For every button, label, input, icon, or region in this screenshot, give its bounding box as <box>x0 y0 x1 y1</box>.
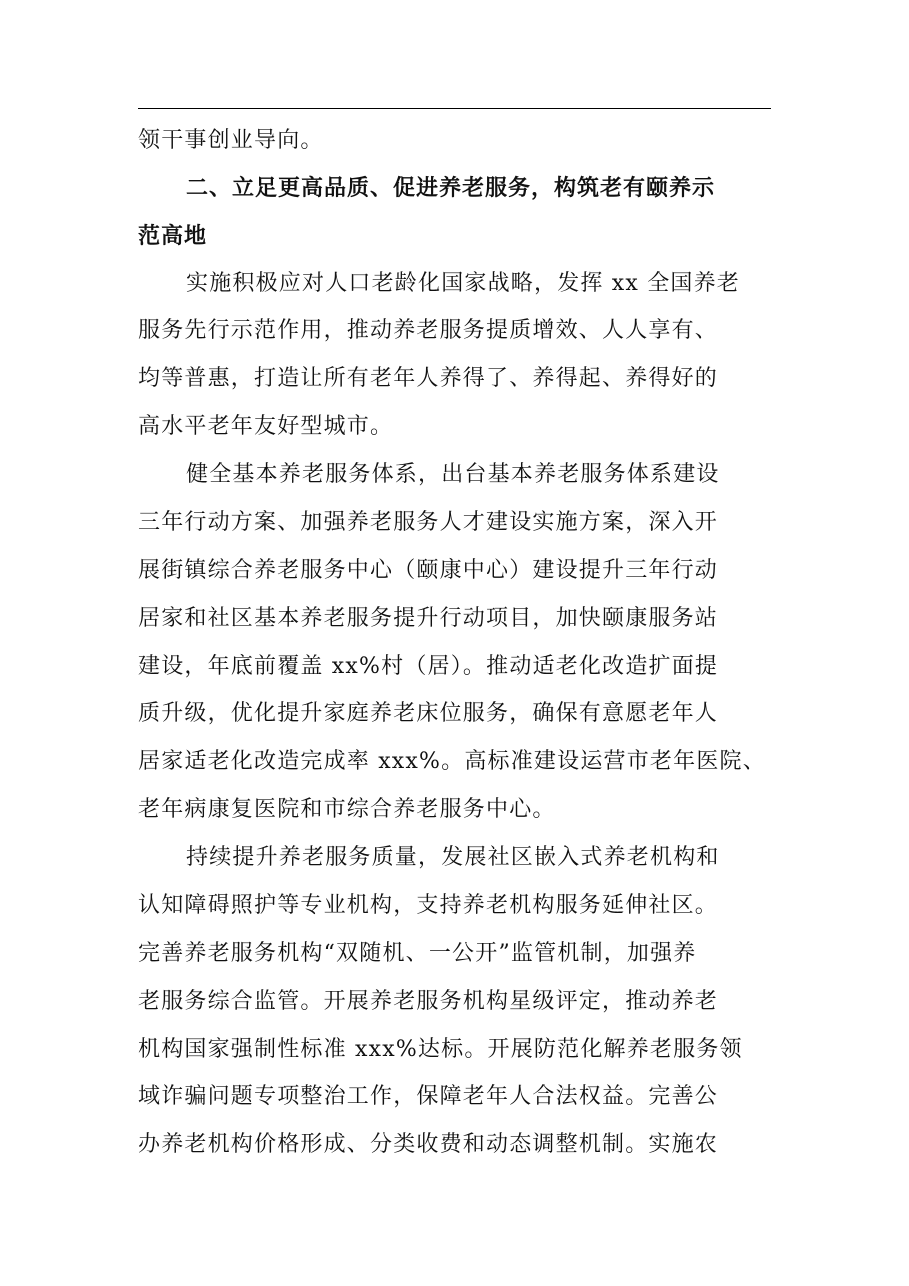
paragraph-2-line-4: 居家和社区基本养老服务提升行动项目，加快颐康服务站 <box>138 606 719 631</box>
paragraph-2-line-1: 健全基本养老服务体系，出台基本养老服务体系建设 <box>186 462 720 487</box>
paragraph-3-line-5: 机构国家强制性标准 xxx%达标。开展防范化解养老服务领 <box>138 1037 743 1062</box>
paragraph-2-line-5: 建设，年底前覆盖 xx%村（居）。推动适老化改造扩面提 <box>138 654 719 679</box>
paragraph-1-line-1: 实施积极应对人口老龄化国家战略，发挥 xx 全国养老 <box>186 271 741 296</box>
paragraph-3-line-1: 持续提升养老服务质量，发展社区嵌入式养老机构和 <box>186 845 720 870</box>
paragraph-1-line-4: 高水平老年友好型城市。 <box>138 414 394 439</box>
header-rule <box>138 108 771 109</box>
paragraph-1-line-3: 均等普惠，打造让所有老年人养得了、养得起、养得好的 <box>138 366 719 391</box>
paragraph-1-line-2: 服务先行示范作用，推动养老服务提质增效、人人享有、 <box>138 318 719 343</box>
paragraph-3-line-3: 完善养老服务机构“双随机、一公开”监管机制，加强养 <box>138 941 697 966</box>
paragraph-2-line-2: 三年行动方案、加强养老服务人才建设实施方案，深入开 <box>138 510 719 535</box>
section-heading-line-1: 二、立足更高品质、促进养老服务，构筑老有颐养示 <box>186 176 716 201</box>
paragraph-3-line-7: 办养老机构价格形成、分类收费和动态调整机制。实施农 <box>138 1132 719 1157</box>
section-heading-line-2: 范高地 <box>138 224 208 249</box>
paragraph-2-line-8: 老年病康复医院和市综合养老服务中心。 <box>138 797 556 822</box>
paragraph-2-line-7: 居家适老化改造完成率 xxx%。高标准建设运营市老年医院、 <box>138 749 766 774</box>
paragraph-2-line-6: 质升级，优化提升家庭养老床位服务，确保有意愿老年人 <box>138 701 719 726</box>
paragraph-3-line-6: 域诈骗问题专项整治工作，保障老年人合法权益。完善公 <box>138 1084 719 1109</box>
paragraph-3-line-4: 老服务综合监管。开展养老服务机构星级评定，推动养老 <box>138 989 719 1014</box>
continuation-line: 领干事创业导向。 <box>138 128 324 153</box>
paragraph-2-line-3: 展街镇综合养老服务中心（颐康中心）建设提升三年行动 <box>138 558 719 583</box>
paragraph-3-line-2: 认知障碍照护等专业机构，支持养老机构服务延伸社区。 <box>138 893 719 918</box>
